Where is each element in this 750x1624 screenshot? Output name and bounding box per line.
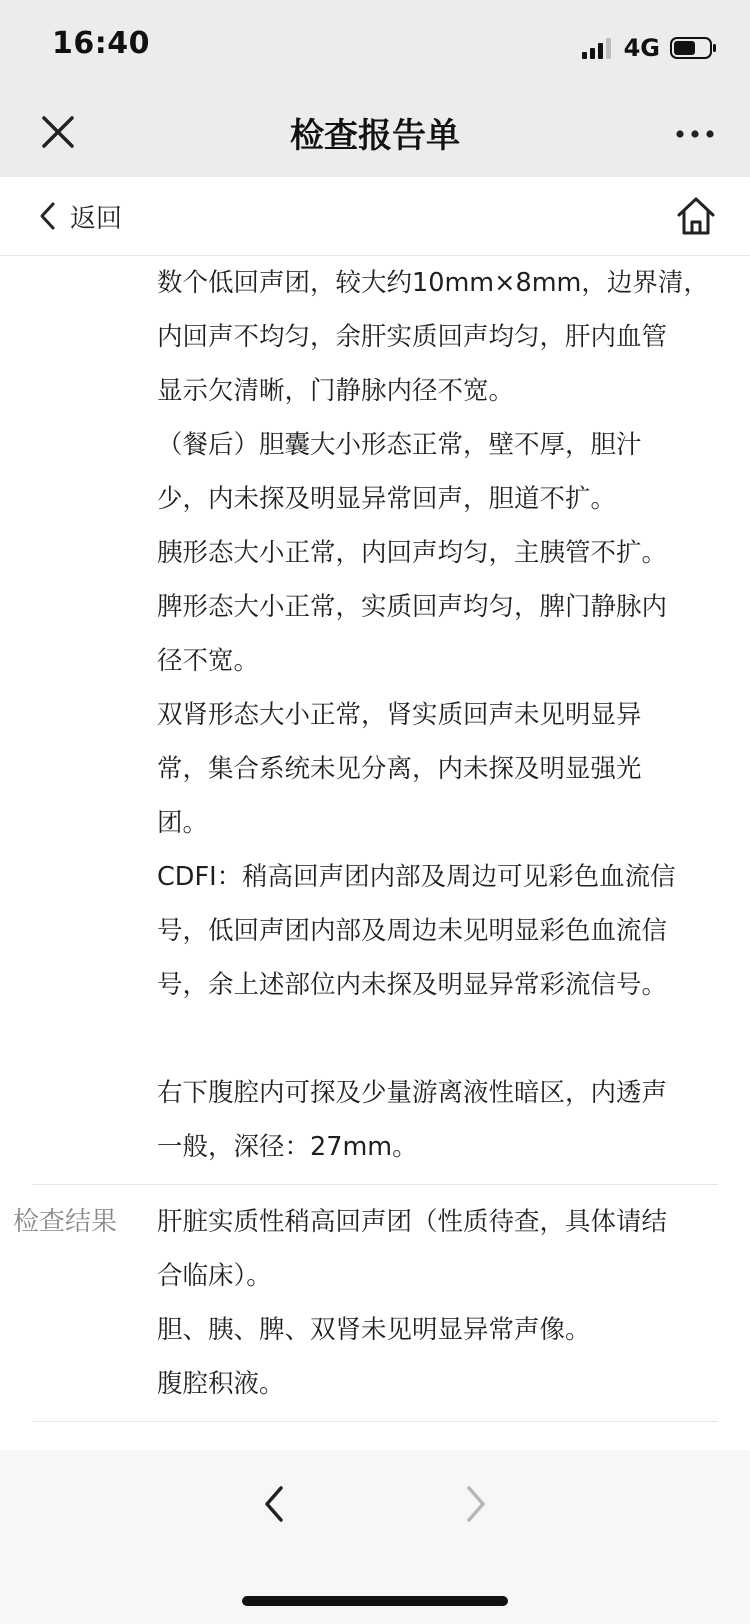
findings-line: 数个低回声团，较大约10mm×8mm，边界清，	[157, 268, 709, 298]
result-line: 肝脏实质性稍高回声团（性质待查，具体请结	[157, 1207, 668, 1237]
findings-line: 内回声不均匀，余肝实质回声均匀，肝内血管	[157, 322, 668, 352]
status-time: 16:40	[52, 26, 150, 61]
divider	[32, 1421, 718, 1422]
chevron-left-icon	[255, 1482, 295, 1526]
page-title: 检查报告单	[290, 116, 460, 156]
result-section	[0, 1195, 750, 1411]
findings-line	[157, 1012, 742, 1066]
back-label: 返回	[70, 203, 123, 234]
findings-line: （餐后）胆囊大小形态正常，壁不厚，胆汁	[157, 430, 642, 460]
back-button[interactable]	[38, 196, 122, 236]
report-content[interactable]	[0, 256, 750, 1450]
findings-line: CDFI：稍高回声团内部及周边可见彩色血流信	[157, 862, 676, 892]
findings-line: 常，集合系统未见分离，内未探及明显强光	[157, 754, 642, 784]
status-indicators	[582, 33, 718, 63]
findings-text	[157, 256, 742, 1174]
more-icon	[670, 114, 720, 154]
findings-line: 右下腹腔内可探及少量游离液性暗区，内透声	[157, 1078, 668, 1108]
more-button[interactable]	[670, 114, 720, 154]
home-indicator[interactable]	[242, 1596, 508, 1606]
findings-line: 少，内未探及明显异常回声，胆道不扩。	[157, 484, 617, 514]
findings-line: 胰形态大小正常，内回声均匀，主胰管不扩。	[157, 538, 668, 568]
network-type: 4G	[623, 34, 660, 62]
findings-line: 一般，深径：27mm。	[157, 1132, 418, 1162]
findings-line: 脾形态大小正常，实质回声均匀，脾门静脉内	[157, 592, 668, 622]
result-line: 胆、胰、脾、双肾未见明显异常声像。	[157, 1315, 591, 1345]
status-bar	[0, 0, 750, 90]
result-label: 检查结果	[13, 1207, 118, 1237]
result-line: 腹腔积液。	[157, 1369, 285, 1399]
browser-forward-button	[455, 1482, 495, 1526]
result-line: 合临床）。	[157, 1261, 272, 1291]
findings-line: 双肾形态大小正常，肾实质回声未见明显异	[157, 700, 642, 730]
signal-icon	[582, 37, 614, 59]
browser-back-button[interactable]	[255, 1482, 295, 1526]
battery-icon	[670, 36, 718, 60]
findings-line: 团。	[157, 808, 209, 838]
result-text	[157, 1195, 742, 1411]
findings-line: 号，余上述部位内未探及明显异常彩流信号。	[157, 970, 668, 1000]
divider	[32, 1184, 718, 1185]
bottom-toolbar	[0, 1450, 750, 1624]
home-icon	[674, 194, 718, 238]
title-bar	[0, 92, 750, 177]
findings-section	[0, 256, 750, 1174]
home-button[interactable]	[674, 194, 718, 238]
chevron-left-icon	[38, 201, 58, 231]
findings-line: 号，低回声团内部及周边未见明显彩色血流信	[157, 916, 668, 946]
sub-header	[0, 177, 750, 256]
findings-line: 显示欠清晰，门静脉内径不宽。	[157, 376, 515, 406]
chevron-right-icon	[455, 1482, 495, 1526]
findings-line: 径不宽。	[157, 646, 260, 676]
